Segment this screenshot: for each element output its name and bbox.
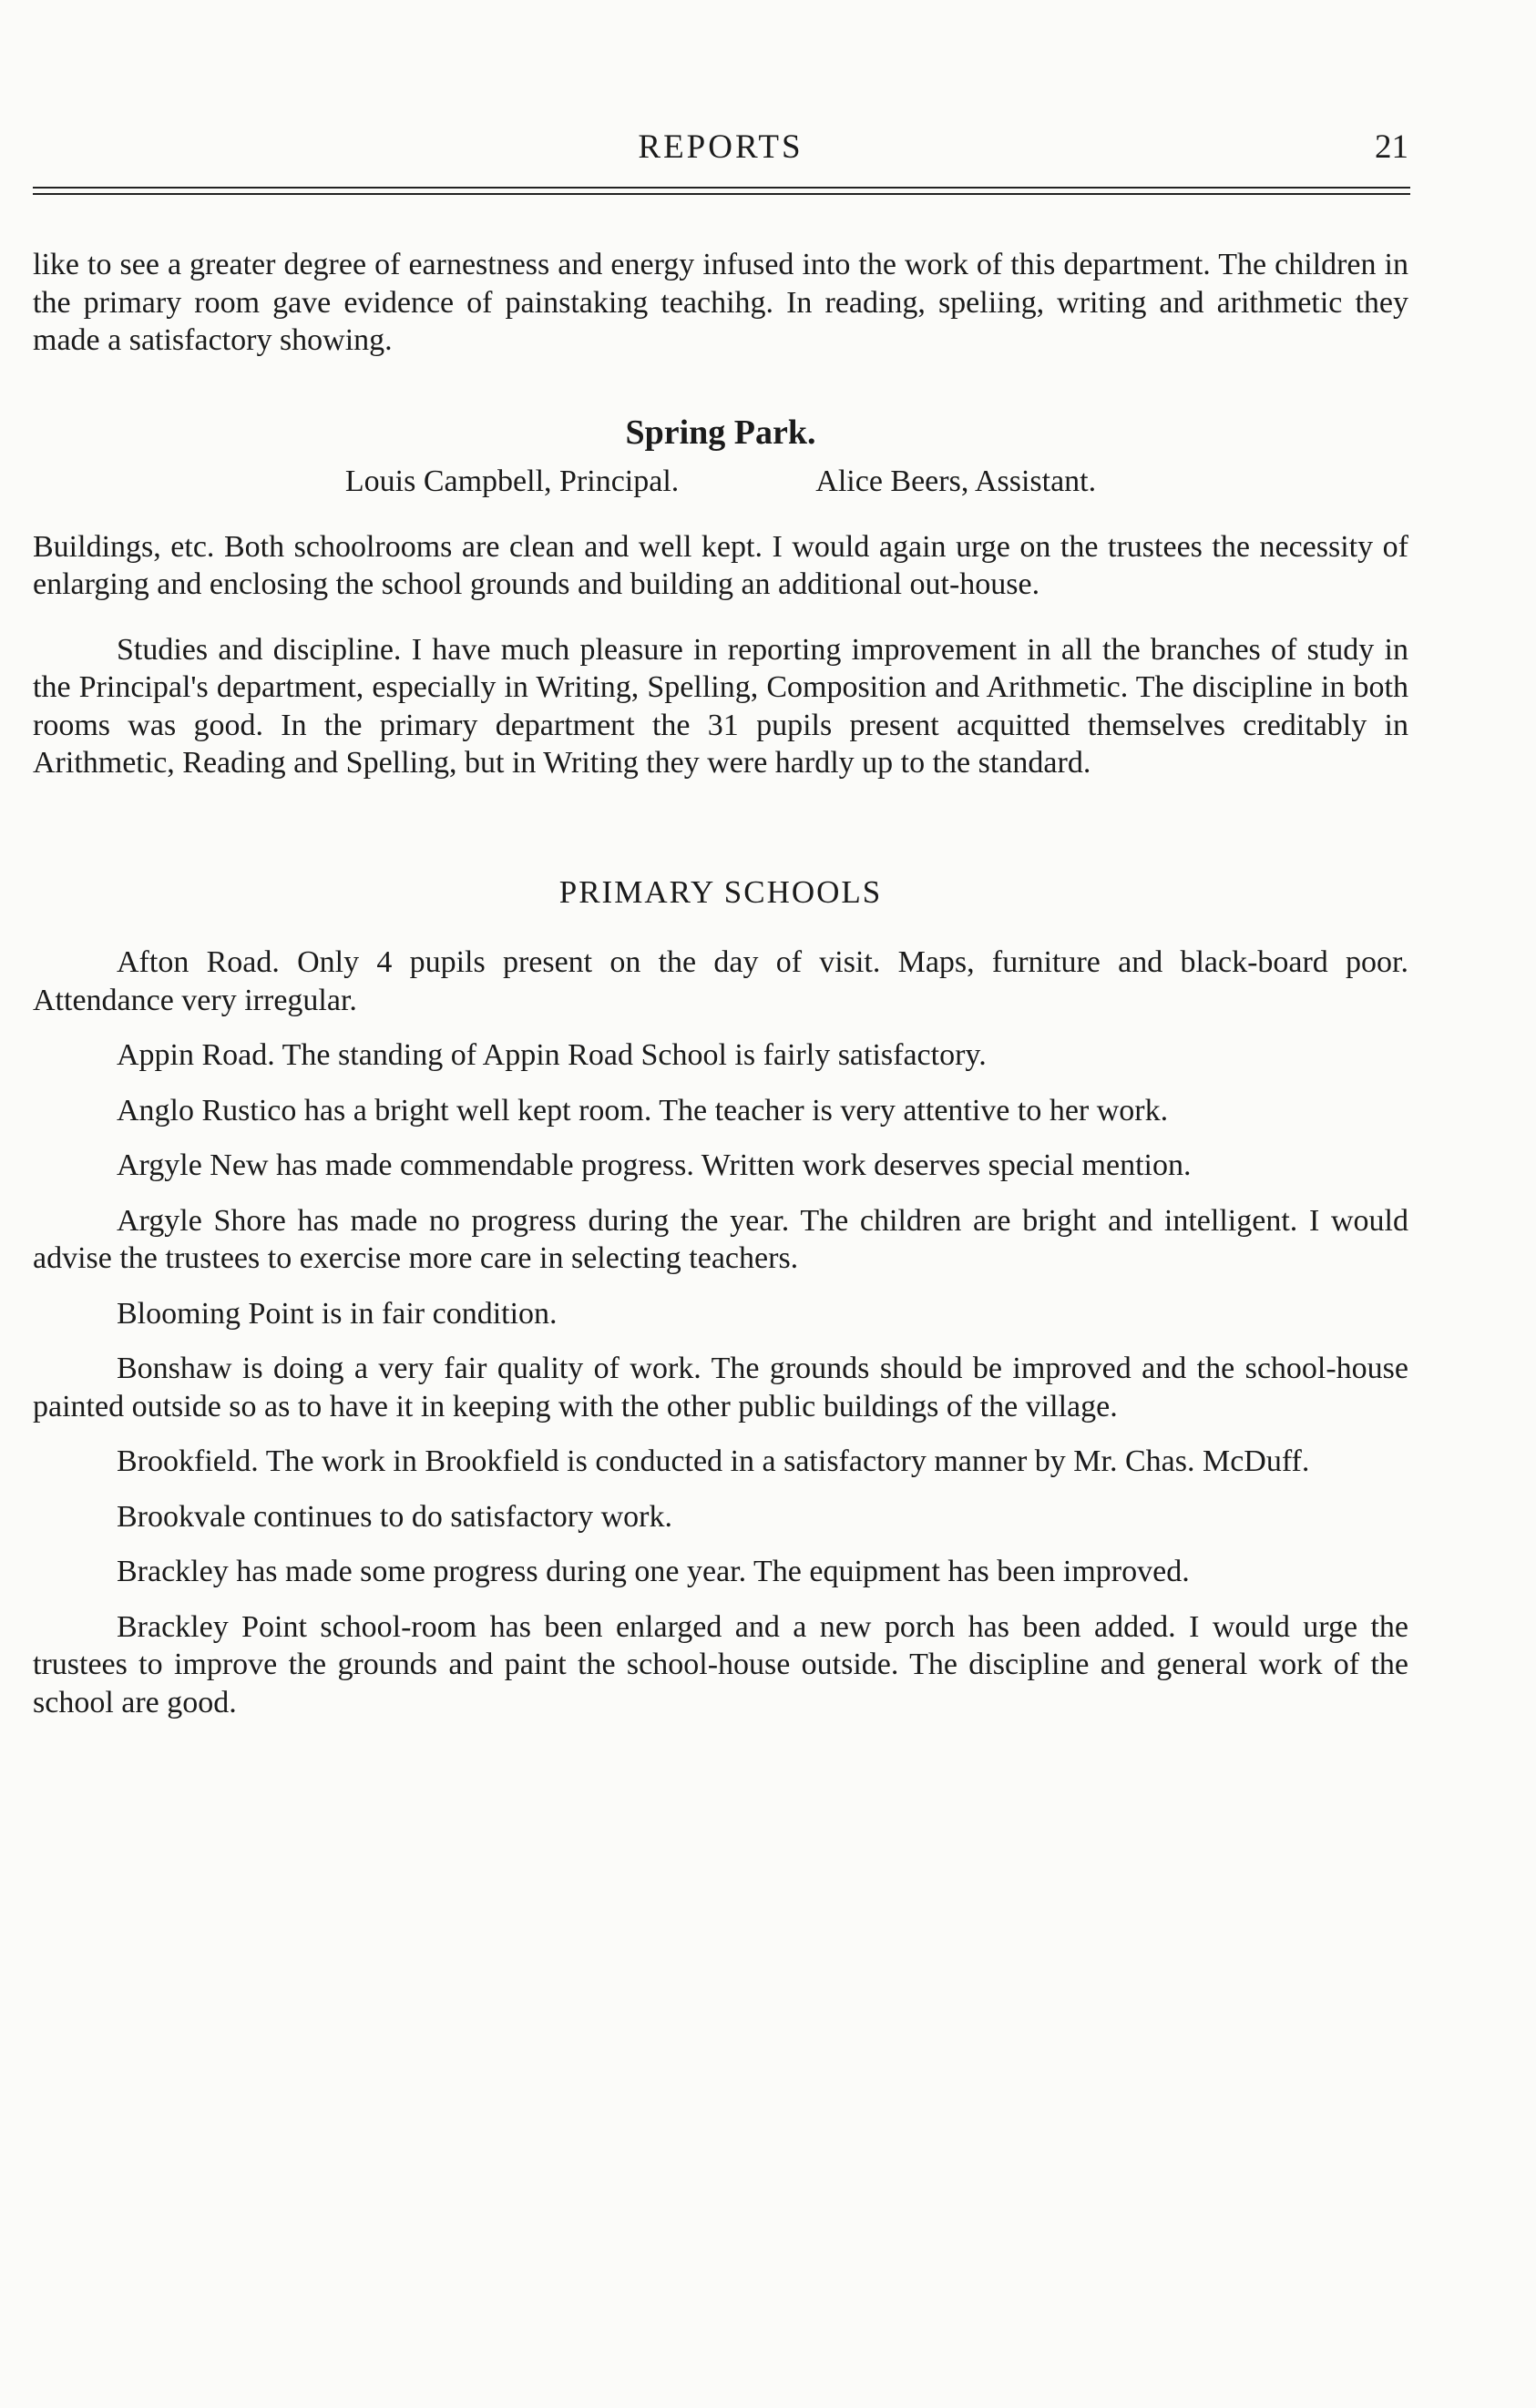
studies-paragraph: Studies and discipline. I have much pleasure in reporting improvement in all the branches of study in the Principal's department, especially in Writing, Spelling, Composition and Arithmetic. The discipline in both rooms was good. In the primary department the 31 pupils present acquitted themselves creditably in Arithmetic, Reading and Spelling, but in Writing they were hardly up to the standard.	[33, 632, 1408, 780]
page-number: 21	[1375, 128, 1408, 166]
school-entry: Afton Road. Only 4 pupils present on the day of visit. Maps, furniture and black-board poor. Attendance very irregular.	[33, 945, 1408, 1017]
school-entry: Argyle Shore has made no progress during the year. The children are bright and intelligent. I would advise the trustees to exercise more care in selecting teachers.	[33, 1203, 1408, 1275]
spring-park-staff	[33, 463, 1408, 501]
school-entry: Anglo Rustico has a bright well kept room. The teacher is very attentive to her work.	[117, 1093, 1169, 1127]
school-entry: Bonshaw is doing a very fair quality of work. The grounds should be improved and the school-house painted outside so as to have it in keeping with the other public buildings of the village.	[33, 1352, 1408, 1423]
school-entry: Blooming Point is in fair condition.	[117, 1296, 558, 1331]
school-entry: Brookfield. The work in Brookfield is conducted in a satisfactory manner by Mr. Chas. McDuff.	[117, 1444, 1310, 1478]
assistant-name: Alice Beers, Assistant.	[815, 464, 1097, 498]
school-entry: Appin Road. The standing of Appin Road School is fairly satisfactory.	[117, 1038, 987, 1072]
buildings-paragraph: Buildings, etc. Both schoolrooms are clean and well kept. I would again urge on the trustees the necessity of enlarging and enclosing the school grounds and building an additional out-house.	[33, 529, 1408, 601]
school-entry: Argyle New has made commendable progress. Written work deserves special mention.	[117, 1148, 1192, 1182]
page-body	[33, 246, 1408, 1721]
header-rule	[33, 187, 1410, 195]
running-head	[33, 128, 1408, 173]
principal-name: Louis Campbell, Principal.	[344, 464, 680, 498]
intro-paragraph: like to see a greater degree of earnestness and energy infused into the work of this department. The children in the primary room gave evidence of painstaking teachihg. In reading, speliing, writing and arithmetic they made a satisfactory showing.	[33, 248, 1408, 357]
school-entry: Brackley has made some progress during one year. The equipment has been improved.	[117, 1555, 1190, 1588]
spring-park-heading: Spring Park.	[625, 413, 816, 452]
primary-schools-heading: PRIMARY SCHOOLS	[558, 873, 883, 910]
running-head-title: REPORTS	[638, 128, 804, 166]
school-entry: Brookvale continues to do satisfactory work.	[117, 1499, 672, 1534]
school-entry: Brackley Point school-room has been enlarged and a new porch has been added. I would urge the trustees to improve the grounds and paint the school-house outside. The discipline and general work of the school are good.	[33, 1609, 1408, 1719]
